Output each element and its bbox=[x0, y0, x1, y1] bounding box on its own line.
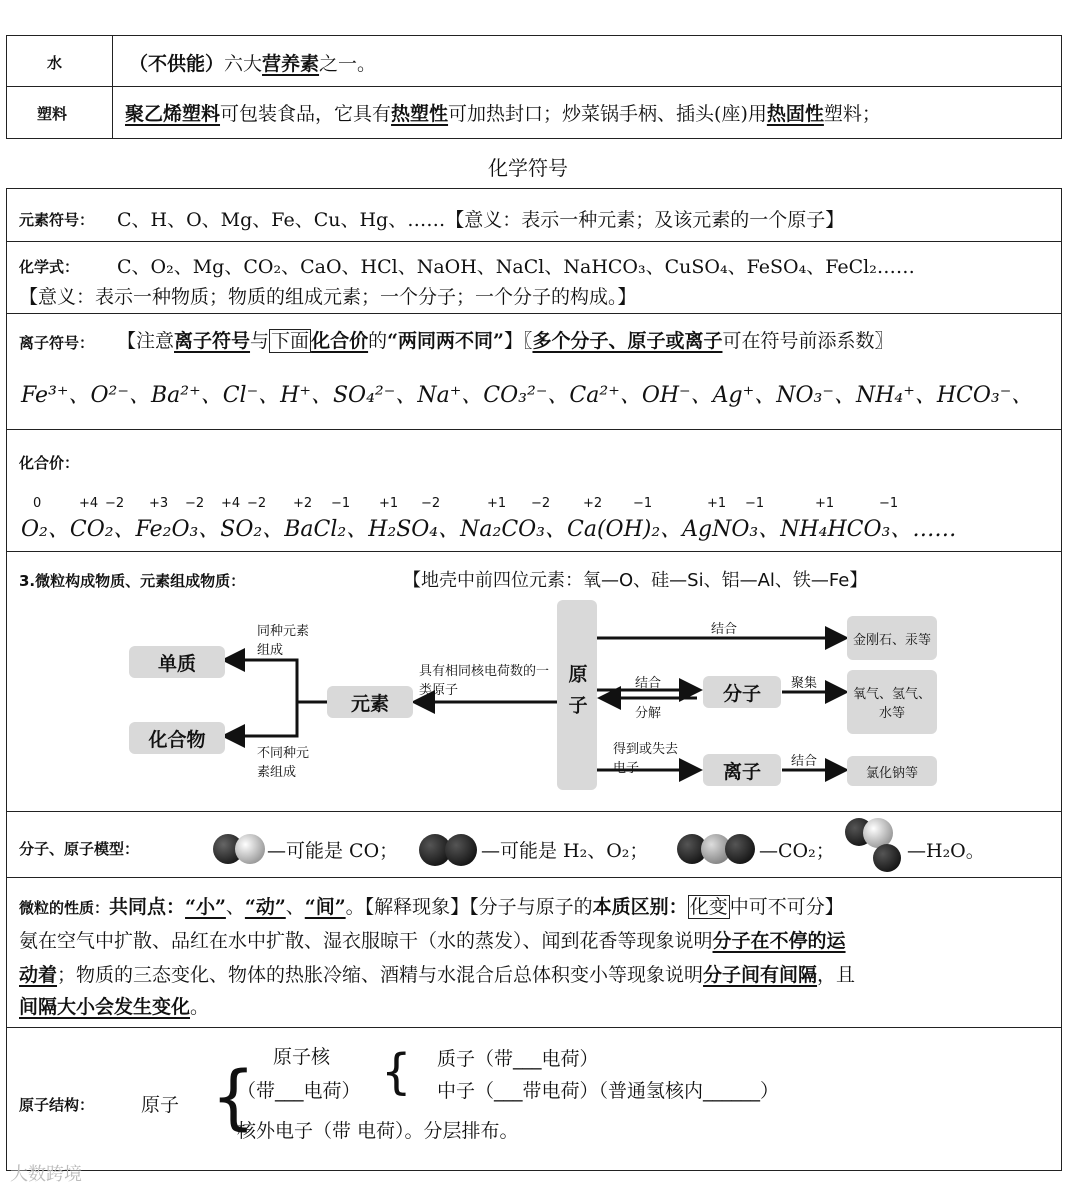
properties-line1: 微粒的性质：共同点：“小”、“动”、“间”。【解释现象】【分子与原子的本质区别： 化变 中可不可分】 bbox=[19, 896, 844, 918]
decompose-label: 分解 bbox=[635, 706, 662, 721]
structure-atom: 原子 bbox=[141, 1094, 180, 1116]
gases-node: 氧气、氢气、水等 bbox=[847, 670, 937, 734]
chemical-formula-line1: C、O₂、Mg、CO₂、CaO、HCl、NaOH、NaCl、NaHCO₃、CuSO₄、FeSO₄、FeCl₂…… bbox=[117, 256, 915, 278]
model-3-text: —CO₂； bbox=[759, 840, 835, 862]
crust-elements: 【地壳中前四位元素：氧—O、硅—Si、铝—Al、铁—Fe】 bbox=[403, 570, 868, 591]
element-node: 元素 bbox=[327, 686, 413, 718]
ion-symbols-label: 离子符号： bbox=[19, 334, 95, 352]
model-1-text: —可能是 CO； bbox=[267, 840, 399, 862]
valence-formulas: O₂、CO₂、Fe₂O₃、SO₂、BaCl₂、H₂SO₄、Na₂CO₃、Ca(OH)₂、AgNO₃、NH₄HCO₃、…… bbox=[21, 517, 957, 542]
ion-symbols-row bbox=[7, 313, 1061, 408]
atom-icon bbox=[445, 834, 477, 866]
nacl-node: 氯化钠等 bbox=[847, 756, 937, 786]
properties-line4: 间隔大小会发生变化。 bbox=[19, 996, 210, 1018]
chemical-formula-row bbox=[7, 241, 1061, 308]
model-4-text: —H₂O。 bbox=[907, 840, 985, 862]
combine-label-1: 结合 bbox=[711, 622, 738, 637]
element-symbols-label: 元素符号： bbox=[19, 211, 95, 229]
electron-text: 核外电子（带 电荷）。分层排布。 bbox=[237, 1120, 519, 1142]
properties-row bbox=[7, 877, 1061, 1027]
water-text: （不供能）六大营养素之一。 bbox=[129, 53, 377, 75]
structure-label: 原子结构： bbox=[19, 1096, 95, 1114]
models-row bbox=[7, 811, 1061, 877]
combine-label-2: 结合 bbox=[635, 676, 662, 691]
oxygen-atom-icon bbox=[235, 834, 265, 864]
combine-label-3: 结合 bbox=[791, 754, 818, 769]
same-element-label: 同种元素组成 bbox=[257, 624, 310, 658]
plastic-row bbox=[7, 86, 1061, 138]
valence-label: 化合价： bbox=[19, 454, 80, 472]
atom-node: 原子 bbox=[557, 600, 597, 790]
valence-marks: 0 +4 −2 +3 −2 +4 −2 +2 −1 +1 −2 +1 −2 +2 −1 +1 −1 +1 −1 bbox=[33, 496, 899, 511]
properties-line3: 动着；物质的三态变化、物体的热胀冷缩、酒精与水混合后总体积变小等现象说明分子间有间隔，且 bbox=[19, 964, 856, 986]
oxygen-atom-icon bbox=[725, 834, 755, 864]
inner-brace: { bbox=[381, 1044, 412, 1100]
section-title: 化学符号 bbox=[488, 156, 568, 180]
molecule-node: 分子 bbox=[703, 676, 781, 708]
ion-note: 【注意离子符号与 下面 化合价的“两同两不同”】〖多个分子、原子或离子可在符号前添系数〗 bbox=[117, 330, 894, 352]
gather-label: 聚集 bbox=[791, 676, 818, 691]
left-brace: { bbox=[211, 1056, 256, 1138]
particles-label: 3.微粒构成物质、元素组成物质： bbox=[19, 572, 246, 590]
valence-row bbox=[7, 429, 1061, 542]
ion-node: 离子 bbox=[703, 754, 781, 786]
atom-structure-row bbox=[7, 1027, 1061, 1169]
diff-element-label: 不同种元素组成 bbox=[257, 746, 310, 780]
chemical-formula-line2: 【意义：表示一种物质；物质的组成元素；一个分子；一个分子的构成。】 bbox=[19, 286, 637, 308]
hydrogen-atom-icon bbox=[873, 844, 901, 872]
particles-row bbox=[7, 551, 1061, 811]
watermark: 大数跨境 bbox=[10, 1164, 82, 1185]
plastic-text: 聚乙烯塑料可包装食品，它具有热塑性可加热封口；炒菜锅手柄、插头(座)用热固性塑料； bbox=[125, 103, 881, 125]
gain-lose-label: 得到或失去电子 bbox=[613, 742, 679, 776]
simple-substance-node: 单质 bbox=[129, 646, 225, 678]
model-2-text: —可能是 H₂、O₂； bbox=[481, 840, 649, 862]
ion-list: Fe³⁺、O²⁻、Ba²⁺、Cl⁻、H⁺、SO₄²⁻、Na⁺、CO₃²⁻、Ca²⁺、OH⁻、Ag⁺、NO₃⁻、NH₄⁺、HCO₃⁻、 bbox=[21, 383, 1034, 408]
properties-line2: 氨在空气中扩散、品红在水中扩散、湿衣服晾干（水的蒸发）、闻到花香等现象说明分子在不停的运 bbox=[19, 930, 846, 952]
main-table bbox=[6, 188, 1062, 1171]
proton-text: 质子（带___电荷） bbox=[437, 1048, 599, 1070]
neutron-text: 中子（___带电荷）（普通氢核内______） bbox=[437, 1080, 780, 1102]
plastic-label: 塑料 bbox=[37, 105, 68, 123]
top-table bbox=[6, 35, 1062, 139]
diamond-node: 金刚石、汞等 bbox=[847, 616, 937, 660]
chemical-formula-label: 化学式： bbox=[19, 258, 80, 276]
nucleus-text: 原子核 bbox=[273, 1046, 331, 1068]
nucleus-charge: （带___电荷） bbox=[237, 1080, 361, 1102]
compound-node: 化合物 bbox=[129, 722, 225, 754]
water-label: 水 bbox=[47, 54, 63, 72]
models-label: 分子、原子模型： bbox=[19, 840, 140, 858]
element-symbols-text: C、H、O、Mg、Fe、Cu、Hg、……【意义：表示一种元素；及该元素的一个原子】 bbox=[117, 209, 845, 231]
same-charge-label: 具有相同核电荷数的一类原子 bbox=[419, 664, 550, 698]
